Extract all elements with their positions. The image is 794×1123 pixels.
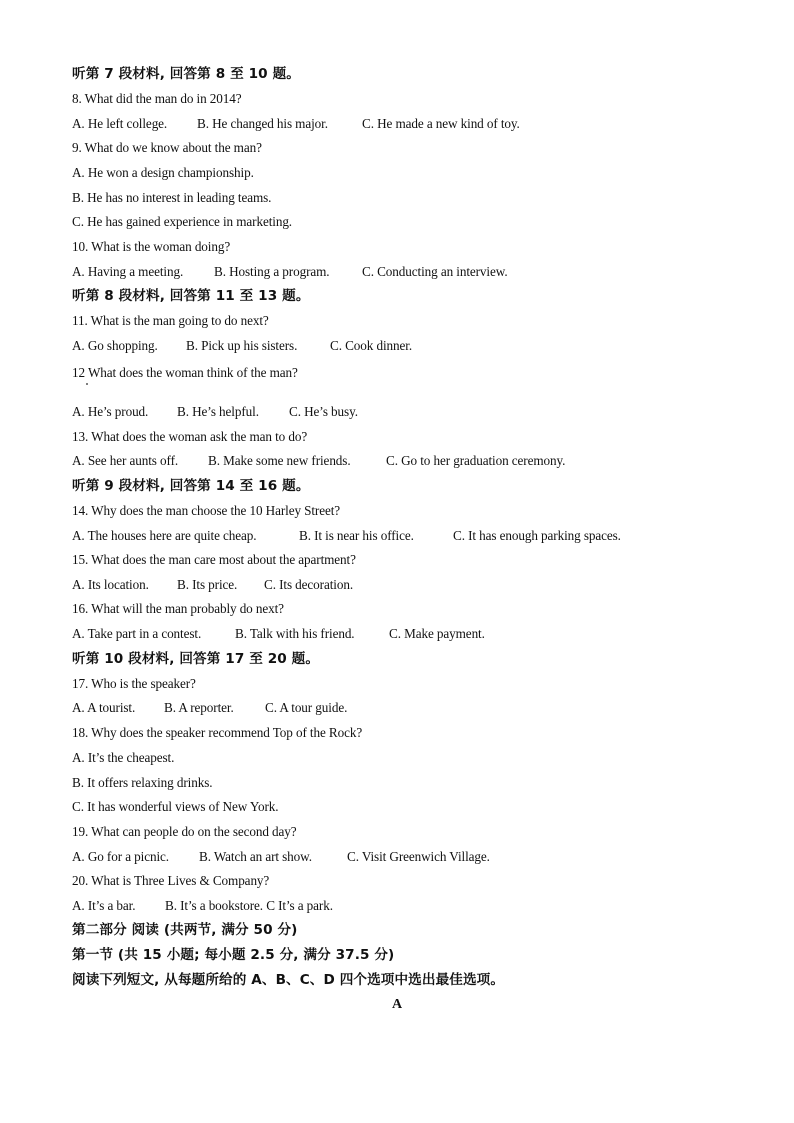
option-13-c: C. Go to her graduation ceremony. <box>386 453 566 468</box>
question-17: 17. Who is the speaker? <box>72 676 196 691</box>
option-11-a: A. Go shopping. <box>72 338 158 353</box>
part-two-title: 第二部分 阅读 (共两节, 满分 50 分) <box>72 922 298 938</box>
option-15-b: B. Its price. <box>177 577 238 592</box>
option-12-c: C. He’s busy. <box>289 404 358 419</box>
option-12-b: B. He’s helpful. <box>177 404 259 419</box>
question-12-options <box>72 404 358 420</box>
section-one-title: 第一节 (共 15 小题; 每小题 2.5 分, 满分 37.5 分) <box>72 947 395 963</box>
option-18-a: A. It’s the cheapest. <box>72 750 175 765</box>
question-8: 8. What did the man do in 2014? <box>72 91 242 106</box>
option-19-b: B. Watch an art show. <box>199 849 312 864</box>
section-heading-10: 听第 10 段材料, 回答第 17 至 20 题。 <box>72 651 320 667</box>
question-13-options <box>72 453 565 469</box>
option-8-b: B. He changed his major. <box>197 116 328 131</box>
option-8-a: A. He left college. <box>72 116 168 131</box>
question-8-options <box>72 116 520 132</box>
option-18-b: B. It offers relaxing drinks. <box>72 775 213 790</box>
option-14-c: C. It has enough parking spaces. <box>453 528 621 543</box>
option-10-a: A. Having a meeting. <box>72 264 184 279</box>
option-9-a: A. He won a design championship. <box>72 165 254 180</box>
question-20: 20. What is Three Lives & Company? <box>72 873 270 888</box>
option-15-c: C. Its decoration. <box>264 577 354 592</box>
option-19-c: C. Visit Greenwich Village. <box>347 849 490 864</box>
option-15-a: A. Its location. <box>72 577 149 592</box>
question-18: 18. Why does the speaker recommend Top of the Rock? <box>72 725 363 740</box>
option-17-a: A. A tourist. <box>72 700 136 715</box>
option-9-c: C. He has gained experience in marketing. <box>72 214 293 229</box>
option-13-a: A. See her aunts off. <box>72 453 179 468</box>
question-13: 13. What does the woman ask the man to do? <box>72 429 308 444</box>
option-16-b: B. Talk with his friend. <box>235 626 355 641</box>
option-11-b: B. Pick up his sisters. <box>186 338 298 353</box>
question-15: 15. What does the man care most about the apartment? <box>72 552 356 567</box>
question-19-options <box>72 849 490 865</box>
question-14: 14. Why does the man choose the 10 Harley Street? <box>72 503 341 518</box>
option-10-b: B. Hosting a program. <box>214 264 330 279</box>
option-11-c: C. Cook dinner. <box>330 338 413 353</box>
question-16-options <box>72 626 485 642</box>
question-9: 9. What do we know about the man? <box>72 140 262 155</box>
option-14-a: A. The houses here are quite cheap. <box>72 528 257 543</box>
option-20-bc: B. It’s a bookstore. C It’s a park. <box>165 898 333 913</box>
question-17-options <box>72 700 347 716</box>
question-19: 19. What can people do on the second day? <box>72 824 297 839</box>
option-18-c: C. It has wonderful views of New York. <box>72 799 279 814</box>
option-14-b: B. It is near his office. <box>299 528 414 543</box>
question-10-options <box>72 264 508 280</box>
question-14-options <box>72 528 621 544</box>
section-heading-7: 听第 7 段材料, 回答第 8 至 10 题。 <box>72 66 300 82</box>
section-heading-8: 听第 8 段材料, 回答第 11 至 13 题。 <box>72 288 310 304</box>
question-15-options <box>72 577 353 593</box>
option-10-c: C. Conducting an interview. <box>362 264 508 279</box>
question-11: 11. What is the man going to do next? <box>72 313 269 328</box>
option-20-a: A. It’s a bar. <box>72 898 136 913</box>
option-17-c: C. A tour guide. <box>265 700 348 715</box>
option-13-b: B. Make some new friends. <box>208 453 351 468</box>
option-19-a: A. Go for a picnic. <box>72 849 169 864</box>
option-17-b: B. A reporter. <box>164 700 234 715</box>
option-16-c: C. Make payment. <box>389 626 485 641</box>
section-heading-9: 听第 9 段材料, 回答第 14 至 16 题。 <box>72 478 310 494</box>
passage-label: A <box>391 997 402 1012</box>
question-11-options <box>72 338 412 354</box>
reading-instruction: 阅读下列短文, 从每题所给的 A、B、C、D 四个选项中选出最佳选项。 <box>72 972 505 988</box>
question-12: 12 What does the woman think of the man? <box>72 365 298 380</box>
option-16-a: A. Take part in a contest. <box>72 626 202 641</box>
stray-dot-mark <box>86 383 88 385</box>
option-9-b: B. He has no interest in leading teams. <box>72 190 272 205</box>
question-10: 10. What is the woman doing? <box>72 239 231 254</box>
question-20-options <box>72 898 333 914</box>
question-16: 16. What will the man probably do next? <box>72 601 284 616</box>
option-8-c: C. He made a new kind of toy. <box>362 116 520 131</box>
option-12-a: A. He’s proud. <box>72 404 149 419</box>
